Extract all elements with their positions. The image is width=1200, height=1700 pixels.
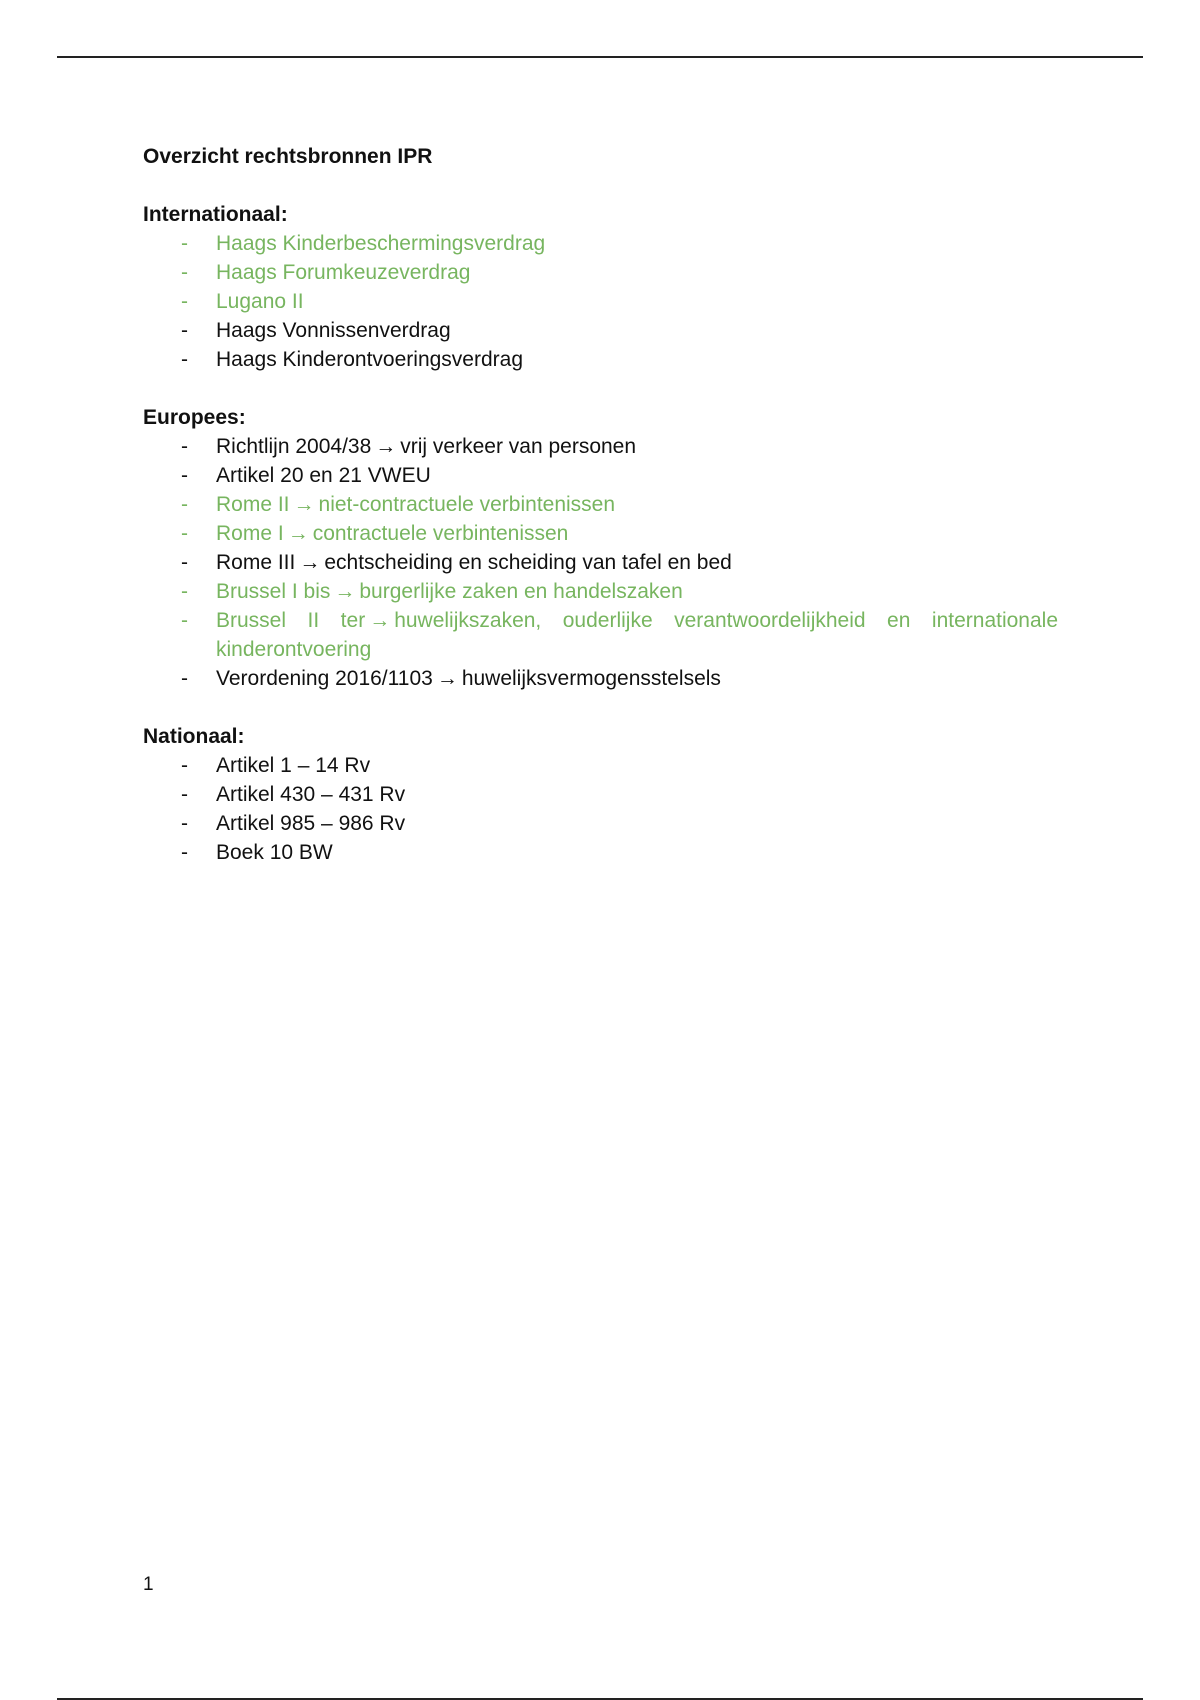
list-item-text xyxy=(216,783,405,806)
list-item-detail: burgerlijke zaken en handelszaken xyxy=(359,580,683,603)
section-list xyxy=(143,751,1063,867)
bullet-dash: - xyxy=(181,812,188,835)
page-number: 1 xyxy=(143,1574,154,1595)
arrow-right-icon: → xyxy=(299,551,321,574)
arrow-right-icon: → xyxy=(334,580,356,603)
list-item xyxy=(143,490,1063,519)
bullet-dash: - xyxy=(181,232,188,255)
list-item-text xyxy=(216,606,1058,664)
list-item-text xyxy=(216,812,405,835)
list-item-label: Rome I xyxy=(216,522,284,545)
section-1 xyxy=(143,403,1063,693)
section-heading: Internationaal: xyxy=(143,203,288,226)
list-item xyxy=(143,780,1063,809)
arrow-right-icon: → xyxy=(369,609,391,632)
list-item-label: Artikel 985 – 986 Rv xyxy=(216,812,406,835)
list-item xyxy=(143,838,1063,867)
bullet-dash: - xyxy=(181,522,188,545)
list-item-text xyxy=(216,435,636,458)
bullet-dash: - xyxy=(181,609,188,632)
list-item-text xyxy=(216,290,304,313)
section-2 xyxy=(143,722,1063,867)
list-item-label: Artikel 430 – 431 Rv xyxy=(216,783,406,806)
list-item-text xyxy=(216,464,431,487)
arrow-right-icon: → xyxy=(293,493,315,516)
list-item-label: Haags Vonnissenverdrag xyxy=(216,319,451,342)
list-item-detail: niet-contractuele verbintenissen xyxy=(318,493,616,516)
list-item xyxy=(143,345,1063,374)
list-item-text xyxy=(216,667,721,690)
list-item-text xyxy=(216,319,451,342)
arrow-right-icon: → xyxy=(287,522,309,545)
arrow-right-icon: → xyxy=(375,435,397,458)
list-item-text xyxy=(216,551,732,574)
list-item-detail: contractuele verbintenissen xyxy=(312,522,569,545)
list-item-label: Boek 10 BW xyxy=(216,841,333,864)
header-rule xyxy=(57,56,1143,58)
section-heading: Nationaal: xyxy=(143,725,245,748)
document-body xyxy=(143,142,1063,896)
bullet-dash: - xyxy=(181,348,188,371)
bullet-dash: - xyxy=(181,580,188,603)
list-item-label: Haags Kinderbeschermingsverdrag xyxy=(216,232,546,255)
bullet-dash: - xyxy=(181,754,188,777)
bullet-dash: - xyxy=(181,319,188,342)
list-item xyxy=(143,751,1063,780)
list-item-detail: vrij verkeer van personen xyxy=(400,435,637,458)
bullet-dash: - xyxy=(181,841,188,864)
list-item-label: Rome II xyxy=(216,493,290,516)
list-item-detail: echtscheiding en scheiding van tafel en bed xyxy=(324,551,732,574)
list-item xyxy=(143,287,1063,316)
list-item-label: Richtlijn 2004/38 xyxy=(216,435,372,458)
section-heading: Europees: xyxy=(143,406,246,429)
list-item xyxy=(143,809,1063,838)
list-item-label: Artikel 20 en 21 VWEU xyxy=(216,464,431,487)
list-item xyxy=(143,519,1063,548)
list-item xyxy=(143,258,1063,287)
list-item-label: Lugano II xyxy=(216,290,304,313)
list-item xyxy=(143,432,1063,461)
list-item-label: Haags Kinderontvoeringsverdrag xyxy=(216,348,524,371)
bullet-dash: - xyxy=(181,783,188,806)
section-0 xyxy=(143,200,1063,374)
list-item xyxy=(143,606,1063,664)
bullet-dash: - xyxy=(181,464,188,487)
list-item-label: Verordening 2016/1103 xyxy=(216,667,433,690)
list-item xyxy=(143,664,1063,693)
list-item-label: Artikel 1 – 14 Rv xyxy=(216,754,371,777)
list-item-text xyxy=(216,580,683,603)
list-item-text xyxy=(216,522,568,545)
section-list xyxy=(143,229,1063,374)
sections-container xyxy=(143,200,1063,867)
list-item xyxy=(143,548,1063,577)
list-item xyxy=(143,461,1063,490)
list-item xyxy=(143,316,1063,345)
list-item-text xyxy=(216,261,470,284)
list-item-label: Brussel I bis xyxy=(216,580,331,603)
list-item-detail: huwelijkszaken, ouderlijke verantwoordelijkheid en internationale kinderontvoering xyxy=(216,609,1058,661)
list-item-text xyxy=(216,754,370,777)
bullet-dash: - xyxy=(181,551,188,574)
document-title: Overzicht rechtsbronnen IPR xyxy=(143,145,433,168)
list-item xyxy=(143,229,1063,258)
list-item-text xyxy=(216,232,545,255)
bullet-dash: - xyxy=(181,261,188,284)
list-item-label: Rome III xyxy=(216,551,296,574)
list-item-detail: huwelijksvermogensstelsels xyxy=(461,667,721,690)
bullet-dash: - xyxy=(181,667,188,690)
list-item-label: Brussel II ter xyxy=(216,609,366,632)
list-item-text xyxy=(216,841,333,864)
bullet-dash: - xyxy=(181,435,188,458)
list-item xyxy=(143,577,1063,606)
bullet-dash: - xyxy=(181,493,188,516)
section-list xyxy=(143,432,1063,693)
list-item-text xyxy=(216,493,615,516)
list-item-label: Haags Forumkeuzeverdrag xyxy=(216,261,471,284)
arrow-right-icon: → xyxy=(436,667,458,690)
bullet-dash: - xyxy=(181,290,188,313)
list-item-text xyxy=(216,348,523,371)
